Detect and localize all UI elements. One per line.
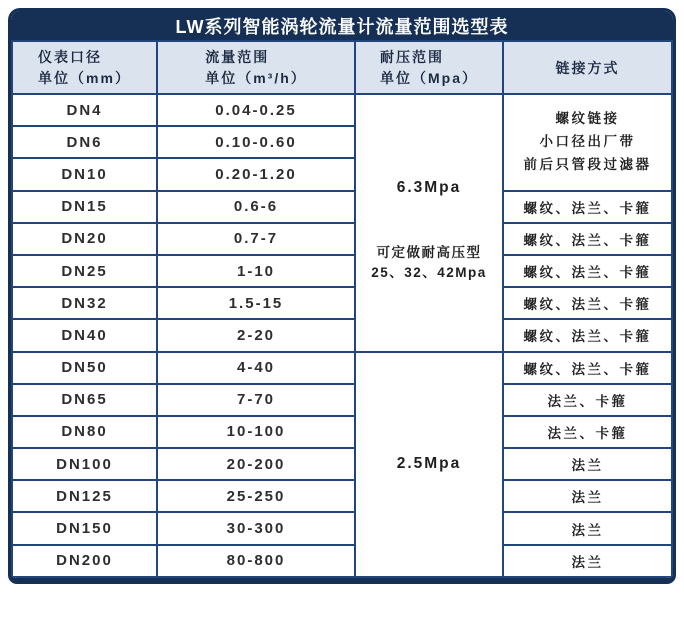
pressure-cell-low: [355, 352, 503, 577]
diameter-cell: DN50: [12, 352, 157, 384]
pressure-value-high: 6.3Mpa: [396, 179, 462, 197]
pressure-note-line1: 可定做耐高压型: [376, 245, 482, 261]
pressure-cell-high: [355, 94, 503, 352]
flow-range-cell: 25-250: [157, 480, 355, 512]
connection-small-line1: 螺纹链接: [555, 110, 620, 126]
diameter-cell: DN32: [12, 287, 157, 319]
header-diameter-line2: 单位（mm）: [38, 69, 131, 86]
connection-cell: 螺纹、法兰、卡箍: [503, 352, 672, 384]
table-row: [12, 94, 672, 126]
connection-cell: 螺纹、法兰、卡箍: [503, 319, 672, 351]
connection-cell: 法兰: [503, 545, 672, 577]
table-title-text: LW系列智能涡轮流量计流量范围选型表: [175, 16, 509, 37]
flow-range-cell: 1.5-15: [157, 287, 355, 319]
connection-cell: 螺纹、法兰、卡箍: [503, 255, 672, 287]
connection-cell: 法兰: [503, 448, 672, 480]
connection-cell: 螺纹、法兰、卡箍: [503, 223, 672, 255]
flow-range-cell: 0.04-0.25: [157, 94, 355, 126]
connection-small-line2: 小口径出厂带: [539, 133, 636, 149]
header-pressure-line1: 耐压范围: [380, 49, 444, 66]
flow-range-cell: 0.10-0.60: [157, 126, 355, 158]
diameter-cell: DN125: [12, 480, 157, 512]
table-row: [12, 384, 672, 416]
connection-cell: 法兰、卡箍: [503, 416, 672, 448]
header-flow-range: [157, 41, 355, 94]
diameter-cell: DN65: [12, 384, 157, 416]
header-connection: [503, 41, 672, 94]
selection-table-panel: [8, 8, 676, 584]
header-diameter: [12, 41, 157, 94]
flow-range-cell: 0.7-7: [157, 223, 355, 255]
connection-cell: 法兰: [503, 512, 672, 544]
flow-range-spec-table: [11, 40, 673, 578]
flow-range-cell: 20-200: [157, 448, 355, 480]
connection-cell: 螺纹、法兰、卡箍: [503, 287, 672, 319]
flow-range-cell: 0.20-1.20: [157, 158, 355, 190]
diameter-cell: DN25: [12, 255, 157, 287]
flow-range-cell: 1-10: [157, 255, 355, 287]
header-pressure-line2: 单位（Mpa）: [380, 69, 478, 86]
table-row: [12, 352, 672, 384]
header-pressure-range: [355, 41, 503, 94]
flow-range-cell: 0.6-6: [157, 191, 355, 223]
header-flow-line1: 流量范围: [205, 49, 270, 66]
pressure-value-low: 2.5Mpa: [396, 455, 462, 473]
flow-range-cell: 10-100: [157, 416, 355, 448]
table-row: [12, 416, 672, 448]
diameter-cell: DN100: [12, 448, 157, 480]
table-header-row: [12, 41, 672, 94]
table-row: [12, 545, 672, 577]
diameter-cell: DN40: [12, 319, 157, 351]
header-diameter-line1: 仪表口径: [38, 49, 103, 66]
connection-cell-small-bore: [503, 94, 672, 191]
diameter-cell: DN150: [12, 512, 157, 544]
diameter-cell: DN10: [12, 158, 157, 190]
flow-range-cell: 2-20: [157, 319, 355, 351]
diameter-cell: DN80: [12, 416, 157, 448]
table-row: [12, 223, 672, 255]
flow-range-cell: 80-800: [157, 545, 355, 577]
diameter-cell: DN20: [12, 223, 157, 255]
diameter-cell: DN15: [12, 191, 157, 223]
table-row: [12, 255, 672, 287]
table-row: [12, 512, 672, 544]
flow-range-cell: 7-70: [157, 384, 355, 416]
flow-range-cell: 4-40: [157, 352, 355, 384]
table-title: [11, 11, 673, 40]
table-row: [12, 191, 672, 223]
connection-cell: 法兰、卡箍: [503, 384, 672, 416]
header-flow-line2: 单位（m³/h）: [205, 69, 307, 86]
diameter-cell: DN6: [12, 126, 157, 158]
diameter-cell: DN4: [12, 94, 157, 126]
diameter-cell: DN200: [12, 545, 157, 577]
table-row: [12, 448, 672, 480]
pressure-note: [371, 243, 487, 282]
header-connection-label: 链接方式: [555, 59, 620, 76]
pressure-note-line2: 25、32、42Mpa: [371, 264, 487, 280]
connection-small-line3: 前后只管段过滤器: [523, 156, 652, 172]
table-row: [12, 287, 672, 319]
flow-range-cell: 30-300: [157, 512, 355, 544]
connection-cell: 法兰: [503, 480, 672, 512]
connection-cell: 螺纹、法兰、卡箍: [503, 191, 672, 223]
table-row: [12, 319, 672, 351]
table-row: [12, 480, 672, 512]
